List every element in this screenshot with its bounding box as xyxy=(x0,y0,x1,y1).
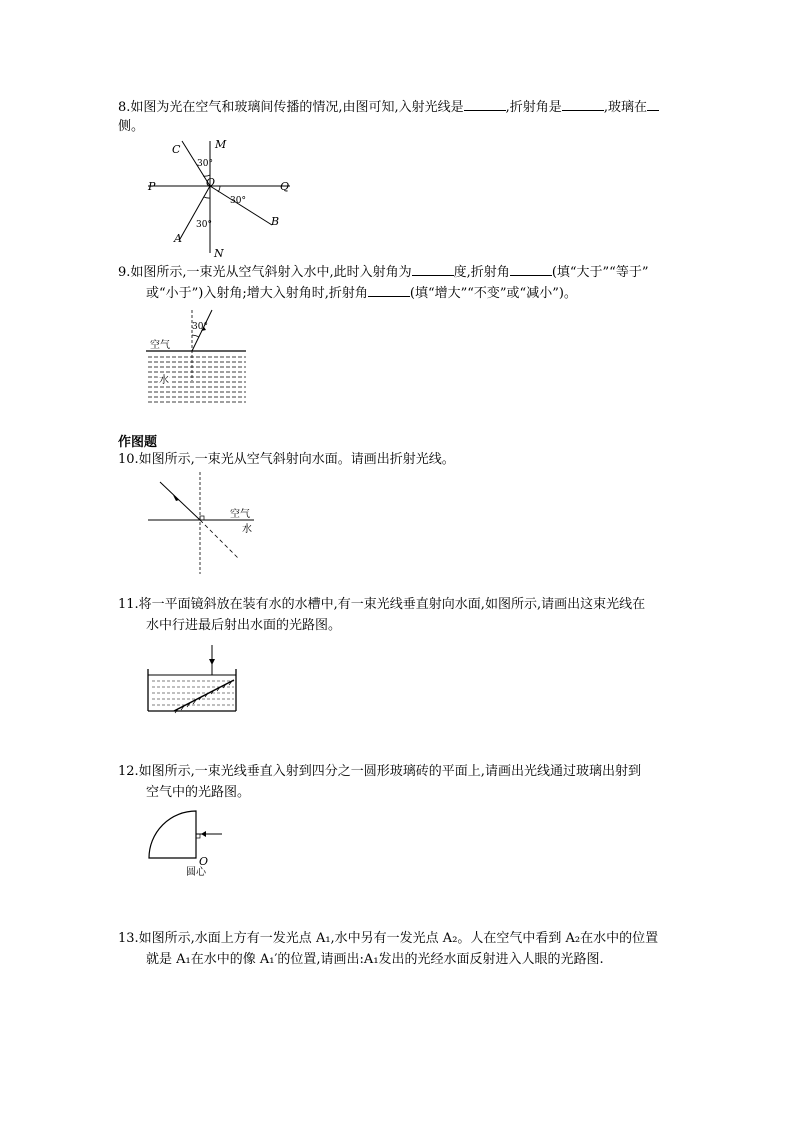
air-label: 空气 xyxy=(150,340,170,351)
label-n: N xyxy=(214,247,224,260)
q8-text-cont: 侧。 xyxy=(118,119,145,134)
right-angle-mark xyxy=(196,834,200,838)
label-m: M xyxy=(215,138,227,151)
incident-ray xyxy=(160,482,200,520)
ray-arrow xyxy=(173,495,179,501)
angle-arc xyxy=(192,335,199,337)
q8-text-part: ,玻璃在 xyxy=(603,100,647,115)
ray-arrow xyxy=(209,659,215,665)
label-a: A xyxy=(174,232,182,245)
q9-text-part: 9.如图所示,一束光从空气斜射入水中,此时入射角为 xyxy=(118,265,412,280)
q9-text-part: 或“小于”)入射角;增大入射角时,折射角 xyxy=(146,286,368,301)
q9-text-line2 xyxy=(146,284,577,303)
air-label: 空气 xyxy=(230,509,250,520)
water-label: 水 xyxy=(242,524,252,535)
label-o: O xyxy=(206,176,216,189)
water-label: 水 xyxy=(159,375,169,386)
q12-diagram xyxy=(146,808,230,880)
q8-text-part: ,折射角是 xyxy=(505,100,562,115)
q8-text xyxy=(118,98,659,117)
section-title: 作图题 xyxy=(118,435,158,450)
label-p: P xyxy=(148,180,156,193)
q9-text-part: (填“大于”“等于” xyxy=(551,265,649,280)
center-label: 圆心 xyxy=(186,867,206,878)
angle-arc xyxy=(218,186,220,192)
answer-blank[interactable] xyxy=(562,98,604,111)
angle-label: 30° xyxy=(230,196,246,206)
q9-text-part: (填“增大”“不变”或“减小”)。 xyxy=(409,286,577,301)
q9-text-part: 度,折射角 xyxy=(453,265,510,280)
label-q: Q xyxy=(280,180,290,193)
plane-mirror xyxy=(174,680,234,711)
q8-diagram xyxy=(140,135,300,265)
q11-text-line1: 11.将一平面镜斜放在装有水的水槽中,有一束光线垂直射向水面,如图所示,请画出这束光线在 xyxy=(118,597,646,612)
q11-diagram xyxy=(146,643,240,715)
angle-label: 30° xyxy=(196,220,212,230)
answer-blank[interactable] xyxy=(464,98,506,111)
q12-text-line2: 空气中的光路图。 xyxy=(146,785,251,800)
q8-text-part: 8.如图为光在空气和玻璃间传播的情况,由图可知,入射光线是 xyxy=(118,100,464,115)
answer-blank[interactable] xyxy=(510,263,552,276)
answer-blank[interactable] xyxy=(368,284,410,297)
answer-blank[interactable] xyxy=(412,263,454,276)
q9-diagram xyxy=(146,305,250,407)
q13-text-line2: 就是 A₁在水中的像 A₁′的位置,请画出:A₁发出的光经水面反射进入人眼的光路图. xyxy=(146,952,604,967)
label-b: B xyxy=(271,215,280,228)
answer-blank[interactable] xyxy=(647,98,659,111)
angle-label: 30° xyxy=(192,322,208,332)
label-o: O xyxy=(199,855,209,868)
extension-line xyxy=(200,520,238,558)
quarter-circle-glass xyxy=(149,811,196,858)
right-angle-mark xyxy=(200,516,204,520)
ray-arrow xyxy=(201,831,206,837)
q12-text-line1: 12.如图所示,一束光线垂直入射到四分之一圆形玻璃砖的平面上,请画出光线通过玻璃出射到 xyxy=(118,764,641,779)
q13-text-line1: 13.如图所示,水面上方有一发光点 A₁,水中另有一发光点 A₂。人在空气中看到 A₂在水中的位置 xyxy=(118,931,659,946)
angle-label: 30° xyxy=(197,159,213,169)
ray-oa xyxy=(180,186,210,239)
q9-text-line1 xyxy=(118,263,648,282)
q10-text: 10.如图所示,一束光从空气斜射向水面。请画出折射光线。 xyxy=(118,452,455,467)
label-c: C xyxy=(172,143,181,156)
q10-diagram xyxy=(146,470,258,574)
angle-arc xyxy=(204,197,210,198)
q11-text-line2: 水中行进最后射出水面的光路图。 xyxy=(146,618,342,633)
